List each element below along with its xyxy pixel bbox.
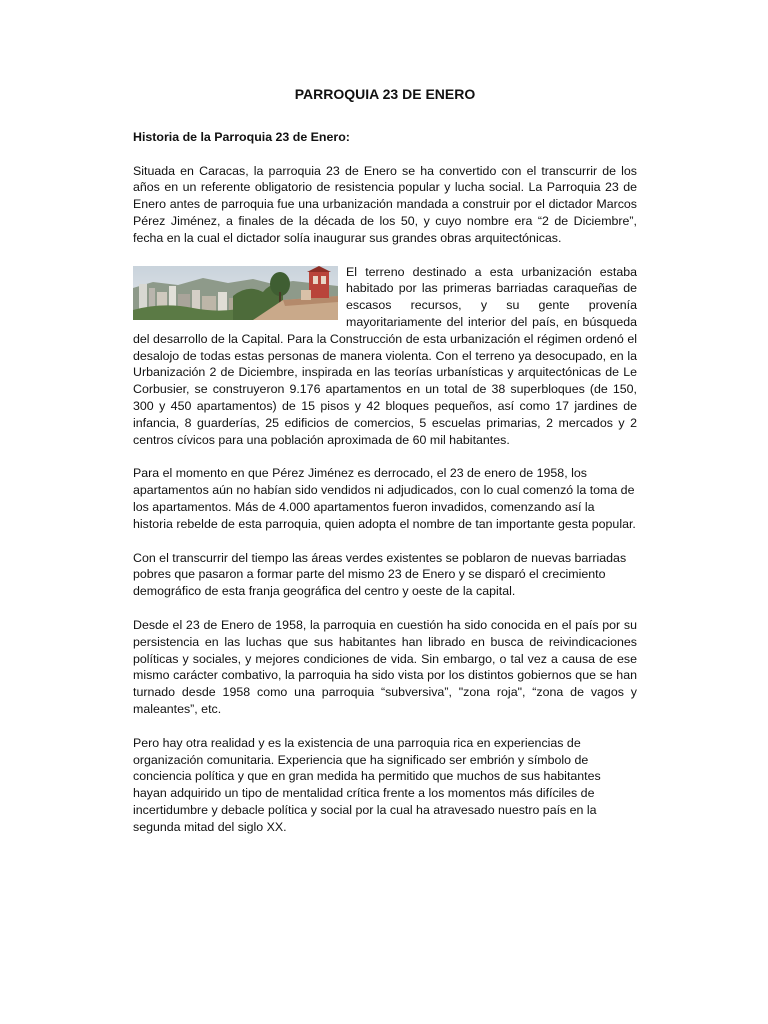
paragraph-6: Pero hay otra realidad y es la existencia de una parroquia rica en experiencias de organización comunitaria. Experiencia que ha significado ser embrión y símbolo de conciencia política y que en gran medida ha permitido que muchos de sus habitantes hayan adquirido un tipo de mentalidad crítica frente a los momentos más difíciles de incertidumbre y debacle política y social por la cual ha atravesado nuestro país en la segunda mitad del siglo XX.	[133, 735, 601, 834]
paragraph-5: Desde el 23 de Enero de 1958, la parroquia en cuestión ha sido conocida en el país por su persistencia en las luchas que sus habitantes han librado en busca de reivindicaciones políticas y sociales, y mejores condiciones de vida. Sin embargo, o tal vez a causa de ese mismo carácter combativo, la parroquia ha sido vista por los distintos gobiernos que se han turnado desde 1958 como una parroquia “subversiva”, "zona roja", “zona de vagos y maleantes”, etc.	[133, 617, 637, 716]
section-heading: Historia de la Parroquia 23 de Enero:	[133, 129, 350, 144]
document-page	[133, 84, 637, 852]
paragraph-1: Situada en Caracas, la parroquia 23 de Enero se ha convertido con el transcurrir de los años en un referente obligatorio de resistencia popular y lucha social. La Parroquia 23 de Enero antes de parroquia fue una urbanización mandada a construir por el dictador Marcos Pérez Jiménez, a finales de la década de los 50, y cuyo nombre era “2 de Diciembre”, fecha en la cual el dictador solía inaugurar sus grandes obras arquitectónicas.	[133, 163, 637, 245]
city-panorama-image	[133, 266, 338, 320]
paragraph-2-block	[133, 264, 637, 449]
paragraph-2: El terreno destinado a esta urbanización estaba habitado por las primeras barriadas caraqueñas de escasos recursos, y su gente provenía mayoritariamente del interior del país, en búsqueda del desarrollo de la Capital. Para la Construcción de esta urbanización el régimen ordenó el desalojo de todas estas personas de manera violenta. Con el terreno ya desocupado, en la Urbanización 2 de Diciembre, inspirada en las teorías urbanísticas y arquitectónicas de Le Corbusier, se construyeron 9.176 apartamentos en un total de 38 superbloques (de 150, 300 y 450 apartamentos) de 15 pisos y 42 bloques pequeños, así como 17 jardines de infancia, 8 guarderías, 25 edificios de comercios, 5 escuelas primarias, 2 mercados y 2 centros cívicos para una población aproximada de 60 mil habitantes.	[133, 264, 637, 447]
paragraph-3: Para el momento en que Pérez Jiménez es derrocado, el 23 de enero de 1958, los apartamentos aún no habían sido vendidos ni adjudicados, con lo cual comenzó la toma de los apartamentos. Más de 4.000 apartamentos fueron invadidos, comenzando así la historia rebelde de esta parroquia, quien adopta el nombre de tan importante gesta popular.	[133, 466, 636, 531]
paragraph-4: Con el transcurrir del tiempo las áreas verdes existentes se poblaron de nuevas barriadas pobres que pasaron a formar parte del mismo 23 de Enero y se disparó el crecimiento demográfico de esta franja geográfica del centro y oeste de la capital.	[133, 550, 627, 599]
city-panorama-photo	[133, 266, 338, 320]
page-title: PARROQUIA 23 DE ENERO	[294, 86, 476, 102]
